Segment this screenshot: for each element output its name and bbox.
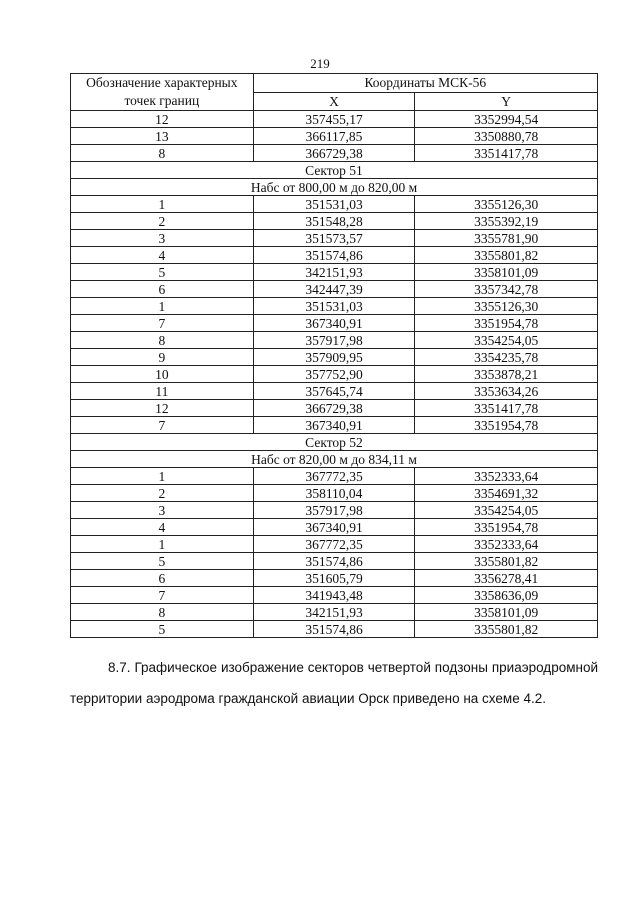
table-row xyxy=(71,485,598,502)
x-coordinate-cell: 351531,03 xyxy=(253,196,415,213)
table-row xyxy=(71,281,598,298)
y-coordinate-cell: 3356278,41 xyxy=(415,570,598,587)
coordinates-table xyxy=(70,73,598,638)
point-number-cell: 12 xyxy=(71,400,254,417)
y-coordinate-cell: 3355801,82 xyxy=(415,247,598,264)
table-row xyxy=(71,349,598,366)
point-number-cell: 6 xyxy=(71,570,254,587)
header-point-designation: Обозначение характерных точек границ xyxy=(71,74,254,111)
table-row xyxy=(71,366,598,383)
table-row xyxy=(71,468,598,485)
y-coordinate-cell: 3355126,30 xyxy=(415,298,598,315)
x-coordinate-cell: 342151,93 xyxy=(253,604,415,621)
x-coordinate-cell: 351574,86 xyxy=(253,247,415,264)
table-row xyxy=(71,621,598,638)
point-number-cell: 7 xyxy=(71,315,254,332)
section-row xyxy=(71,162,598,179)
table-row xyxy=(71,536,598,553)
y-coordinate-cell: 3355801,82 xyxy=(415,621,598,638)
y-coordinate-cell: 3353634,26 xyxy=(415,383,598,400)
y-coordinate-cell: 3351954,78 xyxy=(415,417,598,434)
x-coordinate-cell: 351605,79 xyxy=(253,570,415,587)
y-coordinate-cell: 3352994,54 xyxy=(415,111,598,128)
y-coordinate-cell: 3358101,09 xyxy=(415,604,598,621)
table-body xyxy=(71,111,598,638)
point-number-cell: 2 xyxy=(71,485,254,502)
x-coordinate-cell: 342151,93 xyxy=(253,264,415,281)
x-coordinate-cell: 351574,86 xyxy=(253,553,415,570)
y-coordinate-cell: 3355392,19 xyxy=(415,213,598,230)
point-number-cell: 1 xyxy=(71,536,254,553)
x-coordinate-cell: 357917,98 xyxy=(253,332,415,349)
y-coordinate-cell: 3352333,64 xyxy=(415,536,598,553)
section-label: Сектор 51 xyxy=(71,162,598,179)
y-coordinate-cell: 3351417,78 xyxy=(415,400,598,417)
point-number-cell: 3 xyxy=(71,230,254,247)
y-coordinate-cell: 3355781,90 xyxy=(415,230,598,247)
table-row xyxy=(71,247,598,264)
table-row xyxy=(71,128,598,145)
table-row xyxy=(71,213,598,230)
table-row xyxy=(71,604,598,621)
point-number-cell: 8 xyxy=(71,332,254,349)
table-row xyxy=(71,519,598,536)
page-number: 219 xyxy=(310,56,330,71)
paragraph-8-7: 8.7. Графическое изображение секторов четвертой подзоны приаэродромной территории аэродрома гражданской авиации Орск приведено на схеме 4.2. xyxy=(70,660,598,706)
table-row xyxy=(71,230,598,247)
x-coordinate-cell: 357909,95 xyxy=(253,349,415,366)
point-number-cell: 11 xyxy=(71,383,254,400)
point-number-cell: 3 xyxy=(71,502,254,519)
x-coordinate-cell: 351573,57 xyxy=(253,230,415,247)
x-coordinate-cell: 351574,86 xyxy=(253,621,415,638)
x-coordinate-cell: 357645,74 xyxy=(253,383,415,400)
x-coordinate-cell: 367340,91 xyxy=(253,315,415,332)
x-coordinate-cell: 367340,91 xyxy=(253,519,415,536)
point-number-cell: 5 xyxy=(71,264,254,281)
y-coordinate-cell: 3353878,21 xyxy=(415,366,598,383)
x-coordinate-cell: 367772,35 xyxy=(253,536,415,553)
point-number-cell: 13 xyxy=(71,128,254,145)
point-number-cell: 7 xyxy=(71,417,254,434)
table-row xyxy=(71,315,598,332)
y-coordinate-cell: 3354235,78 xyxy=(415,349,598,366)
point-number-cell: 1 xyxy=(71,468,254,485)
y-coordinate-cell: 3357342,78 xyxy=(415,281,598,298)
x-coordinate-cell: 367772,35 xyxy=(253,468,415,485)
x-coordinate-cell: 366729,38 xyxy=(253,400,415,417)
y-coordinate-cell: 3358101,09 xyxy=(415,264,598,281)
table-row xyxy=(71,502,598,519)
point-number-cell: 8 xyxy=(71,604,254,621)
point-number-cell: 7 xyxy=(71,587,254,604)
y-coordinate-cell: 3355126,30 xyxy=(415,196,598,213)
point-number-cell: 2 xyxy=(71,213,254,230)
x-coordinate-cell: 357455,17 xyxy=(253,111,415,128)
point-number-cell: 6 xyxy=(71,281,254,298)
x-coordinate-cell: 341943,48 xyxy=(253,587,415,604)
point-number-cell: 4 xyxy=(71,247,254,264)
table-row xyxy=(71,587,598,604)
point-number-cell: 4 xyxy=(71,519,254,536)
header-coordinates: Координаты МСК-56 xyxy=(253,74,597,93)
x-coordinate-cell: 366117,85 xyxy=(253,128,415,145)
table-row xyxy=(71,298,598,315)
point-number-cell: 1 xyxy=(71,298,254,315)
y-coordinate-cell: 3358636,09 xyxy=(415,587,598,604)
table-row xyxy=(71,264,598,281)
x-coordinate-cell: 366729,38 xyxy=(253,145,415,162)
y-coordinate-cell: 3354691,32 xyxy=(415,485,598,502)
table-row xyxy=(71,111,598,128)
header-x: X xyxy=(253,92,415,111)
table-row xyxy=(71,196,598,213)
x-coordinate-cell: 357917,98 xyxy=(253,502,415,519)
y-coordinate-cell: 3354254,05 xyxy=(415,332,598,349)
y-coordinate-cell: 3354254,05 xyxy=(415,502,598,519)
table-row xyxy=(71,400,598,417)
y-coordinate-cell: 3350880,78 xyxy=(415,128,598,145)
y-coordinate-cell: 3351417,78 xyxy=(415,145,598,162)
table-row xyxy=(71,417,598,434)
section-label: Набс от 820,00 м до 834,11 м xyxy=(71,451,598,468)
x-coordinate-cell: 357752,90 xyxy=(253,366,415,383)
point-number-cell: 5 xyxy=(71,553,254,570)
section-row xyxy=(71,451,598,468)
section-row xyxy=(71,179,598,196)
point-number-cell: 10 xyxy=(71,366,254,383)
table-row xyxy=(71,332,598,349)
header-y: Y xyxy=(415,92,598,111)
section-row xyxy=(71,434,598,451)
section-label: Сектор 52 xyxy=(71,434,598,451)
section-label: Набс от 800,00 м до 820,00 м xyxy=(71,179,598,196)
x-coordinate-cell: 351531,03 xyxy=(253,298,415,315)
x-coordinate-cell: 358110,04 xyxy=(253,485,415,502)
point-number-cell: 9 xyxy=(71,349,254,366)
point-number-cell: 8 xyxy=(71,145,254,162)
point-number-cell: 1 xyxy=(71,196,254,213)
point-number-cell: 5 xyxy=(71,621,254,638)
y-coordinate-cell: 3352333,64 xyxy=(415,468,598,485)
table-row xyxy=(71,570,598,587)
x-coordinate-cell: 342447,39 xyxy=(253,281,415,298)
y-coordinate-cell: 3351954,78 xyxy=(415,315,598,332)
table-row xyxy=(71,553,598,570)
y-coordinate-cell: 3351954,78 xyxy=(415,519,598,536)
table-row xyxy=(71,383,598,400)
x-coordinate-cell: 367340,91 xyxy=(253,417,415,434)
x-coordinate-cell: 351548,28 xyxy=(253,213,415,230)
y-coordinate-cell: 3355801,82 xyxy=(415,553,598,570)
table-row xyxy=(71,145,598,162)
point-number-cell: 12 xyxy=(71,111,254,128)
